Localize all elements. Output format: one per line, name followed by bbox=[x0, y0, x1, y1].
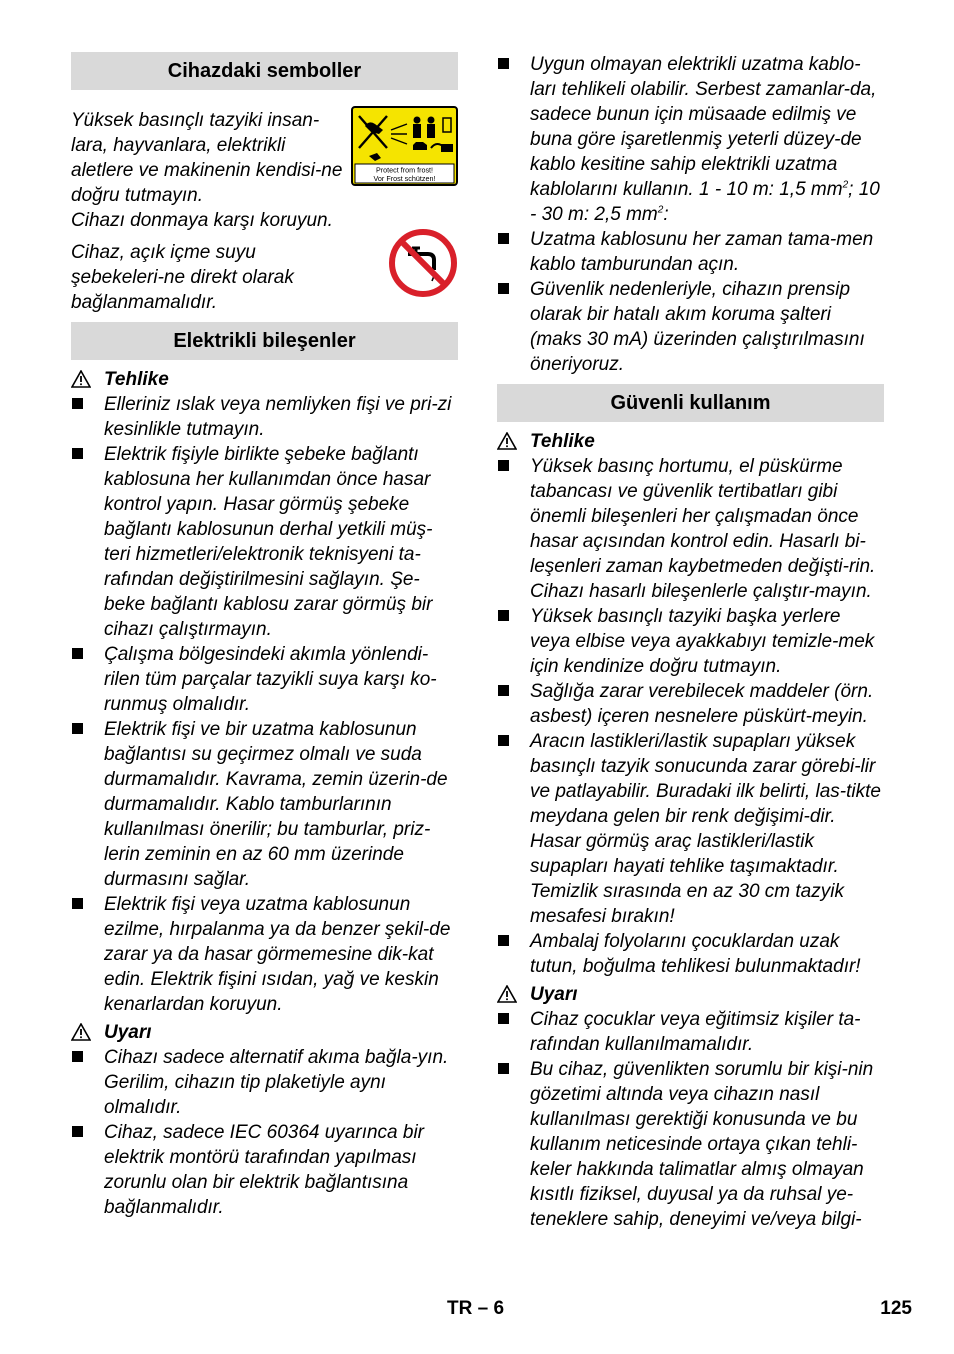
footer-section-code: TR – 6 bbox=[447, 1298, 505, 1319]
bullet-square-icon bbox=[72, 648, 83, 659]
bullet-square-icon bbox=[498, 283, 509, 294]
bullet-square-icon bbox=[72, 448, 83, 459]
frost-label-line2: Vor Frost schützen! bbox=[373, 174, 436, 183]
list-item: Elleriniz ıslak veya nemliyken fişi ve pri-zi kesinlikle tutmayın. bbox=[71, 392, 458, 442]
bullet-square-icon bbox=[498, 735, 509, 746]
list-item: Elektrik fişi veya uzatma kablosunun ezilme, hırpalanma ya da benzer şekil-de zarar ya da hasar görmemesine dik-kat edin. Elektrik fişini ısıdan, yağ ve keskin kenarlardan koruyun. bbox=[71, 892, 458, 1017]
list-item: Güvenlik nedenleriyle, cihazın prensip olarak bir hatalı akım koruma şalteri (maks 30 mA) üzerinden çalıştırılmasını öneriyoruz. bbox=[497, 277, 884, 377]
list-item: Yüksek basınçlı tazyiki başka yerlere veya elbise veya ayakkabıyı temizle-mek için kendinize doğru tutmayın. bbox=[497, 604, 884, 679]
warning-label: Uyarı bbox=[71, 1020, 458, 1045]
bullet-square-icon bbox=[498, 1063, 509, 1074]
warning-label: Uyarı bbox=[497, 982, 884, 1007]
list-item: Aracın lastikleri/lastik supapları yüksek basınçlı tazyik sonucunda zarar görebi-lir ve patlayabilir. Buradaki ilk belirti, las-tikte meydana gelen bir renk değişimi-dir. Hasar görmüş araç lastikleri/lastik supapları hayati tehlike taşımaktadır. Temizlik sırasında en az 30 cm tazyik mesafesi bırakın! bbox=[497, 729, 884, 929]
symbol-spray-text: Yüksek basınçlı tazyiki insan-lara, hayvanlara, elektrikli aletlere ve makinenin kendisi-ne doğru tutmayın. bbox=[71, 110, 343, 206]
symbol-block-water bbox=[71, 240, 458, 315]
list-item: Cihazı sadece alternatif akıma bağla-yın. Gerilim, cihazın tip plaketiyle aynı olmalıdır. bbox=[71, 1045, 458, 1120]
no-drinking-water-connection-icon bbox=[388, 228, 458, 303]
danger-label: Tehlike bbox=[497, 429, 884, 454]
symbol-water-text: Cihaz, açık içme suyu şebekeleri-ne direkt olarak bağlanmamalıdır. bbox=[71, 242, 294, 313]
bullet-square-icon bbox=[498, 935, 509, 946]
spray-warning-label-icon bbox=[351, 106, 458, 191]
bullet-square-icon bbox=[72, 723, 83, 734]
section-header-safe-use: Güvenli kullanım bbox=[497, 384, 884, 422]
bullet-square-icon bbox=[498, 1013, 509, 1024]
bullet-square-icon bbox=[498, 58, 509, 69]
bullet-square-icon bbox=[72, 1051, 83, 1062]
bullet-square-icon bbox=[72, 398, 83, 409]
left-column bbox=[71, 52, 458, 1220]
list-item: Sağlığa zarar verebilecek maddeler (örn. asbest) içeren nesnelere püskürt-meyin. bbox=[497, 679, 884, 729]
bullet-square-icon bbox=[72, 1126, 83, 1137]
list-item: Elektrik fişiyle birlikte şebeke bağlantı kablosuna her kullanımdan önce hasar kontrol yapın. Hasar görmüş şebeke bağlantı kablosunun derhal yetkili müş-teri hizmetleri/elektronik teknisyeni ta-rafından değiştirilmesini sağlayın. Şe-beke bağlantı kablosu zarar görmüş bir cihazı çalıştırmayın. bbox=[71, 442, 458, 642]
list-item: Yüksek basınç hortumu, el püskürme tabancası ve güvenlik tertibatları gibi önemli bileşenleri her çalışmadan önce hasar açısından kontrol edin. Hasarlı bi-leşenleri zaman kaybetmeden değişti-rin. Cihazı hasarlı bileşenlerle çalıştır-mayın. bbox=[497, 454, 884, 604]
footer-page-number: 125 bbox=[880, 1298, 912, 1319]
frost-text: Cihazı donmaya karşı koruyun. bbox=[71, 210, 333, 231]
right-column bbox=[497, 52, 884, 1232]
list-item: Ambalaj folyolarını çocuklardan uzak tutun, boğulma tehlikesi bulunmaktadır! bbox=[497, 929, 884, 979]
section-header-electric: Elektrikli bileşenler bbox=[71, 322, 458, 360]
bullet-square-icon bbox=[498, 685, 509, 696]
frost-label-line1: Protect from frost! bbox=[375, 165, 434, 175]
section-header-symbols: Cihazdaki semboller bbox=[71, 52, 458, 90]
bullet-square-icon bbox=[498, 460, 509, 471]
bullet-square-icon bbox=[72, 898, 83, 909]
symbol-block-spray bbox=[71, 108, 458, 233]
list-item: Cihaz, sadece IEC 60364 uyarınca bir elektrik montörü tarafından yapılması zorunlu olan bir elektrik bağlantısına bağlanmalıdır. bbox=[71, 1120, 458, 1220]
list-item: Uygun olmayan elektrikli uzatma kablo-ları tehlikeli olabilir. Serbest zamanlar-da, sadece bunun için müsaade edilmiş ve buna göre işaretlenmiş yeterli düzey-de kablo kesitine sahip elektrikli uzatma kablolarını kullanın. 1 - 10 m: 1,5 $mm^2$; 10 - 30 m: 2,5 $mm^2$: bbox=[497, 52, 884, 227]
bullet-square-icon bbox=[498, 610, 509, 621]
list-item: Cihaz çocuklar veya eğitimsiz kişiler ta-rafından kullanılmamalıdır. bbox=[497, 1007, 884, 1057]
list-item: Elektrik fişi ve bir uzatma kablosunun bağlantısı su geçirmez olmalı ve suda durmamalıdır. Kavrama, zemin üzerin-de durmamalıdır. Kablo tamburlarının kullanılması önerilir; bu tamburlar, priz-lerin zeminin en az 60 mm üzerinde durmasını sağlar. bbox=[71, 717, 458, 892]
list-item: Çalışma bölgesindeki akımla yönlendi-rilen tüm parçalar tazyikli suya karşı ko-runmuş olmalıdır. bbox=[71, 642, 458, 717]
danger-label: Tehlike bbox=[71, 367, 458, 392]
bullet-square-icon bbox=[498, 233, 509, 244]
list-item: Uzatma kablosunu her zaman tama-men kablo tamburundan açın. bbox=[497, 227, 884, 277]
list-item: Bu cihaz, güvenlikten sorumlu bir kişi-nin gözetimi altında veya cihazın nasıl kullanılması gerektiği konusunda ve bu kullanım neticesinde ortaya çıkan tehli-keler hakkında talimatlar almış olmayan kısıtlı fiziksel, duyusal ya da ruhsal ye-teneklere sahip, deneyimi ve/veya bilgi- bbox=[497, 1057, 884, 1232]
